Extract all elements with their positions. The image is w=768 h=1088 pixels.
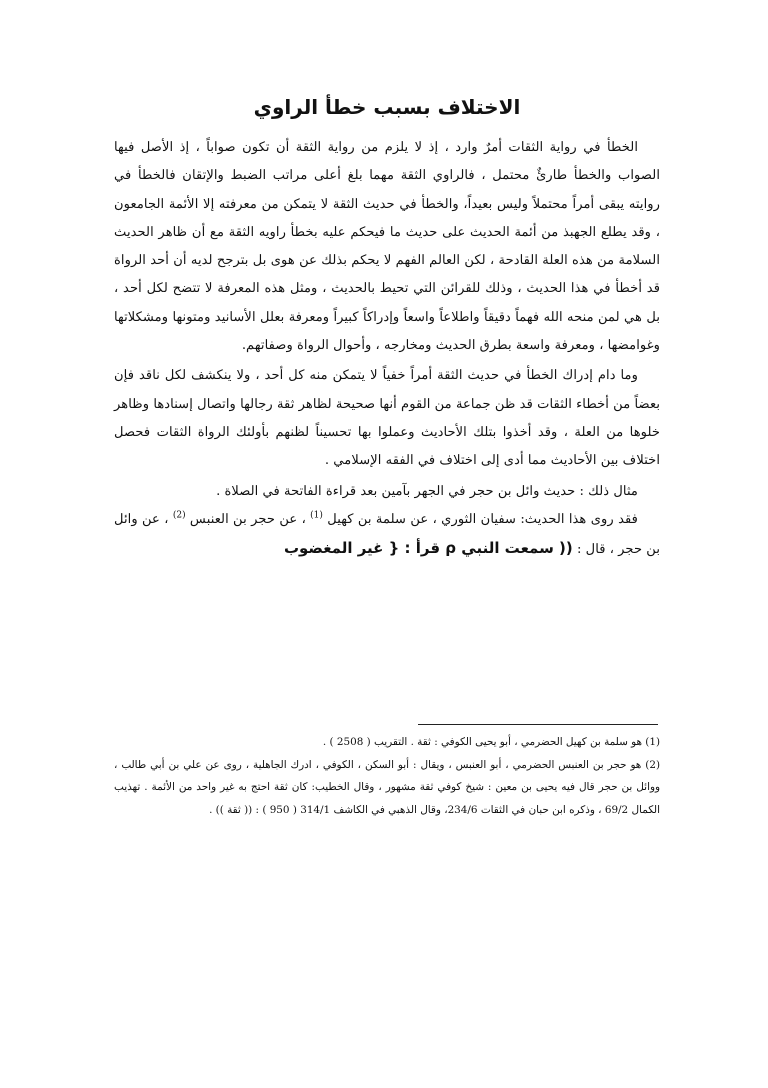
- footnotes: [114, 731, 660, 821]
- paragraph-3: مثال ذلك : حديث وائل بن حجر في الجهر بآمين بعد قراءة الفاتحة في الصلاة .: [216, 483, 638, 499]
- paragraph-2: وما دام إدراك الخطأ في حديث الثقة أمراً خفياً لا يتمكن منه كل أحد ، ولا ينكشف لكل ناقد فإن بعضاً من أخطاء الثقات قد ظن جماعة من القوم أنها صحيحة لظاهر ثقة رجالها واتصال إسنادها وظاهر خلوها من العلة ، وقد أخذوا بتلك الأحاديث وعملوا بها تحسيناً لظنهم بأولئك الرواة الثقات فحصل اختلاف بين الأحاديث مما أدى إلى اختلاف في الفقه الإسلامي .: [114, 368, 660, 469]
- page-title: الاختلاف بسبب خطأ الراوي: [253, 95, 521, 119]
- footnote-1: (1) هو سلمة بن كهيل الحضرمي ، أبو يحيى الكوفي : ثقة . التقريب ( 2508 ) .: [322, 736, 660, 748]
- paragraph-4-after: ، عن وائل بن حجر ، قال :: [114, 511, 660, 558]
- paragraph-4-middle: ، عن حجر بن العنبس: [189, 511, 306, 527]
- footnote-ref-1: (1): [310, 510, 323, 521]
- hadith-quote: (( سمعت النبي ρ قرأ : { غير المغضوب: [283, 539, 573, 558]
- paragraph-4: [114, 506, 660, 565]
- body-text: [114, 134, 660, 564]
- footnote-divider: [418, 724, 658, 725]
- document-page: [114, 92, 660, 564]
- paragraph-4-start: فقد روى هذا الحديث: سفيان الثوري ، عن سلمة بن كهيل: [327, 511, 638, 527]
- paragraph-1: الخطأ في رواية الثقات أمرٌ وارد ، إذ لا يلزم من رواية الثقة أن تكون صواباً ، إذ الأصل فيها الصواب والخطأ طارئٌ محتمل ، فالراوي الثقة مهما بلغ أعلى مراتب الضبط والإتقان فالخطأ في روايته يبقى أمراً محتملاً وليس بعيداً، والخطأ في حديث الثقة لا يتمكن من معرفته إلا الأئمة الجامعون ، وقد يطلع الجهبذ من أئمة الحديث على حديث ما فيحكم عليه بخطأ راويه الثقة مع أن ظاهر الحديث السلامة من هذه العلة القادحة ، لكن العالم الفهم لا يحكم بذلك عن هوى بل بترجح لديه أن أحد الرواة قد أخطأ في هذا الحديث ، وذلك للقرائن التي تحيط بالحديث ، ومثل هذه المعرفة لا تتضح لكل أحد ، بل هي لمن منحه الله فهماً دقيقاً واطلاعاً واسعاً وإدراكاً كبيراً ومعرفة بعلل الأسانيد ومتونها ومشكلاتها وغوامضها ، ومعرفة واسعة بطرق الحديث ومخارجه ، وأحوال الرواة وصفاتهم.: [114, 140, 660, 354]
- footnote-2: (2) هو حجر بن العنبس الحضرمي ، أبو العنبس ، ويقال : أبو السكن ، الكوفي ، ادرك الجاهلية ، روى عن علي بن أبي طالب ، ووائل بن حجر قال فيه يحيى بن معين : شيخ كوفي ثقة مشهور ، وقال الخطيب: كان ثقة احتج به غير واحد من الأئمة . تهذيب الكمال 69/2 ، وذكره ابن حبان في الثقات 234/6، وقال الذهبي في الكاشف 314/1 ( 950 ) : (( ثقة )) .: [114, 758, 660, 816]
- footnote-ref-2: (2): [172, 510, 186, 521]
